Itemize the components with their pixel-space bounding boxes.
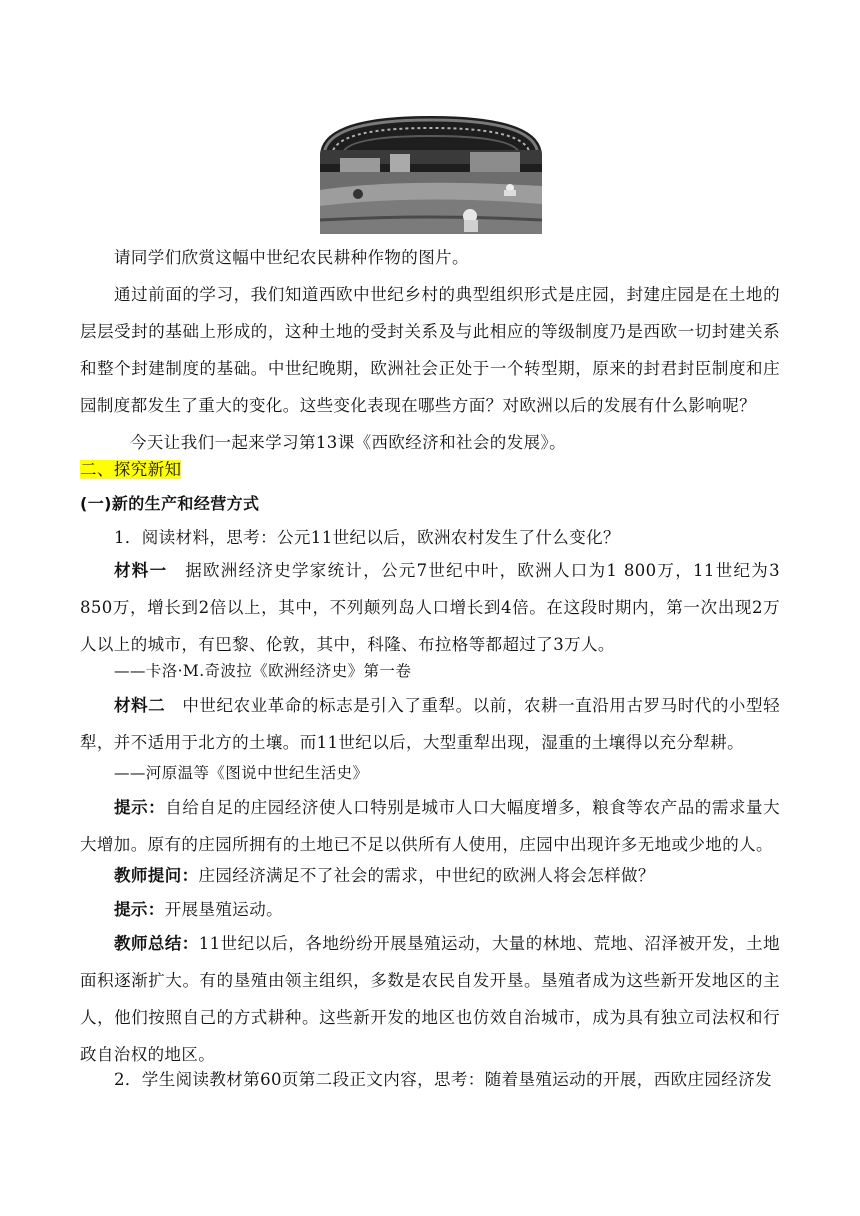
subheading: (一)新的生产和经营方式 bbox=[80, 494, 260, 513]
teacher-summary-label: 教师总结： bbox=[114, 934, 199, 953]
material-1-text: 据欧洲经济史学家统计，公元7世纪中叶，欧洲人口为1 800万，11世纪为3 850万，增长到2倍以上，其中，不列颠列岛人口增长到4倍。在这段时期内，第一次出现2万人以上的城市，有巴黎、伦敦，其中，科隆、布拉格等都超过了3万人。 bbox=[80, 561, 780, 654]
teacher-question-text: 庄园经济满足不了社会的需求，中世纪的欧洲人将会怎样做？ bbox=[198, 866, 655, 885]
material-1-label: 材料一 bbox=[114, 561, 168, 580]
teacher-summary-text: 11世纪以后，各地纷纷开展垦殖运动，大量的林地、荒地、沼泽被开发，土地面积逐渐扩大。有的垦殖由领主组织，多数是农民自发开垦。垦殖者成为这些新开发地区的主人，他们按照自己的方式耕种。这些新开发的地区也仿效自治城市，成为具有独立司法权和行政自治权的地区。 bbox=[80, 934, 780, 1064]
intro-sentence: 请同学们欣赏这幅中世纪农民耕种作物的图片。 bbox=[114, 248, 469, 267]
material-1-source: ——卡洛·M.奇波拉《欧洲经济史》第一卷 bbox=[114, 662, 412, 680]
material-1 bbox=[80, 552, 780, 663]
material-2-text: 中世纪农业革命的标志是引入了重犁。以前，农耕一直沿用古罗马时代的小型轻犁，并不适用于北方的土壤。而11世纪以后，大型重犁出现，湿重的土壤得以充分犁耕。 bbox=[80, 696, 780, 752]
teacher-question bbox=[80, 857, 780, 894]
hint-1-text: 自给自足的庄园经济使人口特别是城市人口大幅度增多，粮食等农产品的需求量大大增加。原有的庄园所拥有的土地已不足以供所有人使用，庄园中出现许多无地或少地的人。 bbox=[80, 798, 780, 854]
material-2-label: 材料二 bbox=[114, 696, 166, 715]
intro-paragraph: 通过前面的学习，我们知道西欧中世纪乡村的典型组织形式是庄园，封建庄园是在土地的层层受封的基础上形成的，这种土地的受封关系及与此相应的等级制度乃是西欧一切封建关系和整个封建制度的基础。中世纪晚期，欧洲社会正处于一个转型期，原来的封君封臣制度和庄园制度都发生了重大的变化。这些变化表现在哪些方面？对欧洲以后的发展有什么影响呢？ bbox=[80, 285, 780, 415]
hint-2 bbox=[80, 891, 780, 928]
hint-2-label: 提示： bbox=[114, 900, 165, 919]
question-1: 1．阅读材料，思考：公元11世纪以后，欧洲农村发生了什么变化？ bbox=[114, 528, 620, 547]
material-2 bbox=[80, 687, 780, 761]
teacher-question-label: 教师提问： bbox=[114, 866, 199, 885]
question-2: 2．学生阅读教材第60页第二段正文内容，思考：随着垦殖运动的开展，西欧庄园经济发 bbox=[114, 1070, 772, 1089]
section-heading: 二、探究新知 bbox=[80, 460, 182, 479]
hint-1-label: 提示： bbox=[114, 798, 166, 817]
medieval-farming-illustration bbox=[320, 116, 542, 234]
section-heading-wrap bbox=[80, 451, 780, 488]
teacher-summary bbox=[80, 925, 780, 1073]
lesson-intro: 今天让我们一起来学习第13课《西欧经济和社会的发展》。 bbox=[130, 433, 567, 452]
hint-1 bbox=[80, 789, 780, 863]
hint-2-text: 开展垦殖运动。 bbox=[164, 900, 284, 919]
material-2-source: ——河原温等《图说中世纪生活史》 bbox=[114, 764, 369, 782]
